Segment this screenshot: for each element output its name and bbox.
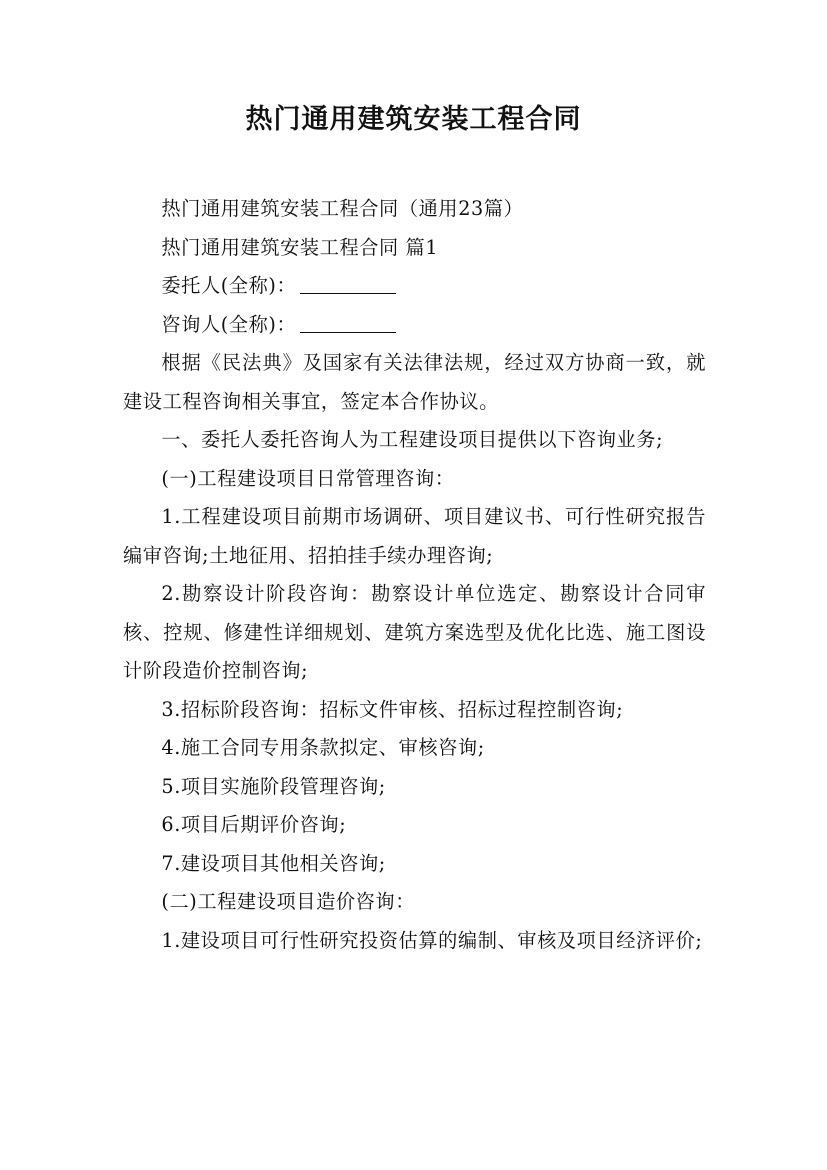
consultant-label: 咨询人(全称)：	[161, 312, 297, 336]
paragraph-subsection-one: (一)工程建设项目日常管理咨询：	[161, 466, 455, 490]
paragraph-client-line	[123, 267, 706, 306]
paragraph-item-3: 3.招标阶段咨询：招标文件审核、招标过程控制咨询;	[161, 697, 624, 721]
consultant-name-blank	[300, 331, 396, 333]
paragraph-item-7: 7.建设项目其他相关咨询;	[161, 851, 386, 875]
paragraph-subtitle: 热门通用建筑安装工程合同（通用23篇）	[161, 197, 524, 220]
paragraph-item-5: 5.项目实施阶段管理咨询;	[161, 774, 386, 798]
paragraph-preamble: 根据《民法典》及国家有关法律法规，经过双方协商一致，就建设工程咨询相关事宜，签定本合作协议。	[123, 351, 706, 413]
paragraph-consultant-line	[123, 306, 706, 345]
paragraph-item-1: 1.工程建设项目前期市场调研、项目建议书、可行性研究报告编审咨询;土地征用、招拍挂手续办理咨询;	[123, 505, 706, 567]
paragraph-item-4: 4.施工合同专用条款拟定、审核咨询;	[161, 736, 485, 759]
paragraph-article-heading: 热门通用建筑安装工程合同 篇1	[161, 235, 439, 259]
paragraph-cost-item-1: 1.建设项目可行性研究投资估算的编制、审核及项目经济评价;	[161, 928, 703, 952]
paragraph-subsection-two: (二)工程建设项目造价咨询：	[161, 890, 416, 913]
client-name-blank	[300, 292, 396, 294]
document-body	[123, 190, 706, 960]
client-label: 委托人(全称)：	[161, 274, 297, 297]
paragraph-item-2: 2.勘察设计阶段咨询：勘察设计单位选定、勘察设计合同审核、控规、修建性详细规划、建筑方案选型及优化比选、施工图设计阶段造价控制咨询;	[123, 582, 706, 682]
document-title: 热门通用建筑安装工程合同	[245, 104, 582, 135]
paragraph-item-6: 6.项目后期评价咨询;	[161, 813, 347, 836]
paragraph-section-one: 一、委托人委托咨询人为工程建设项目提供以下咨询业务;	[161, 428, 664, 451]
